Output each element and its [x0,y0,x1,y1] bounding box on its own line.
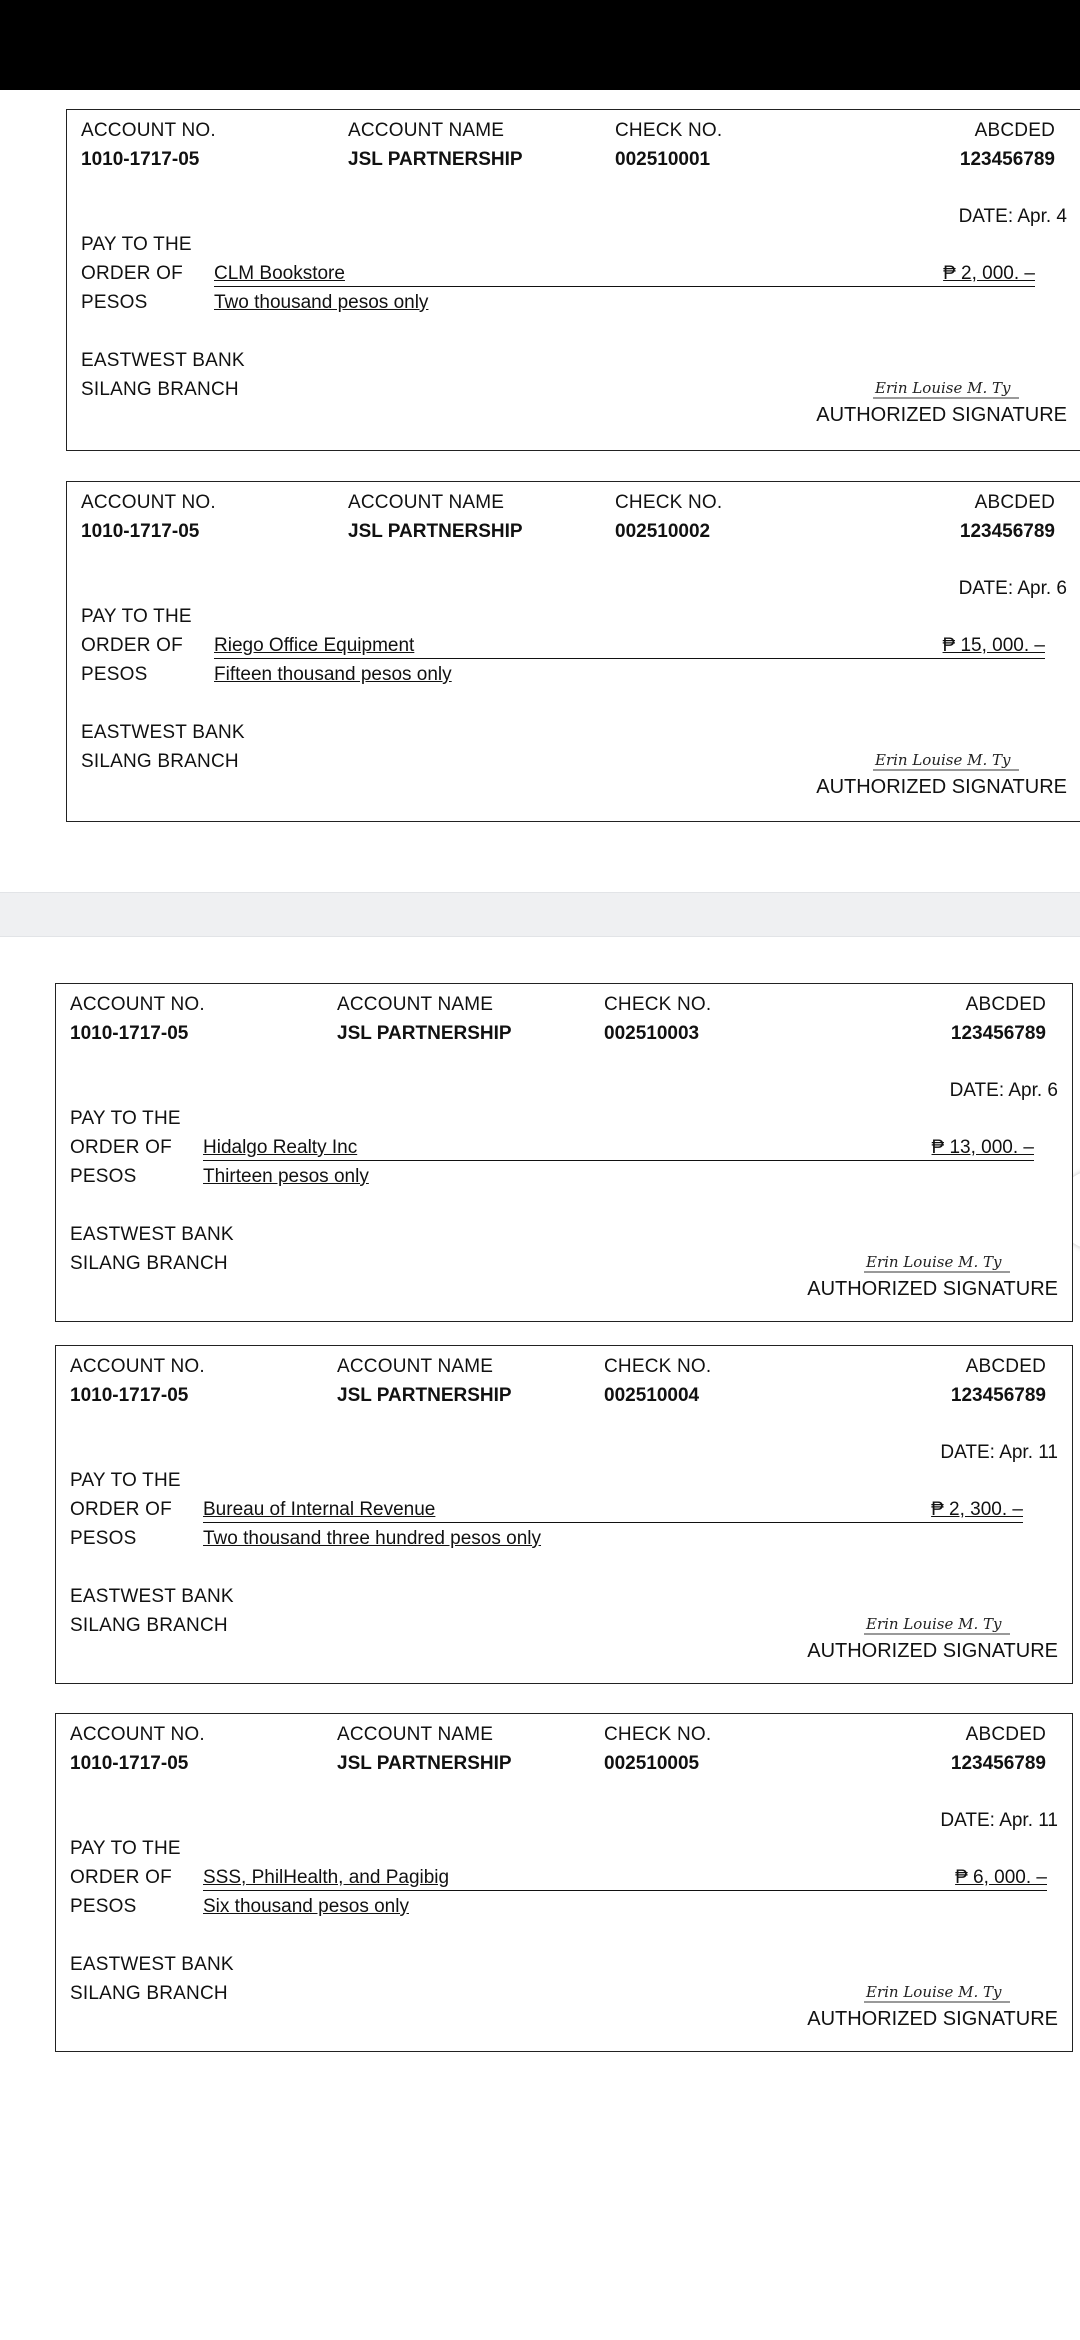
account-name-label: ACCOUNT NAME [337,1356,494,1377]
amount-figure: ₱ 2, 000. – [943,263,1035,284]
account-no-value: 1010-1717-05 [70,1385,189,1406]
check-card [55,983,1073,1322]
check-no-label: CHECK NO. [604,994,712,1015]
pesos-label: PESOS [70,1166,137,1187]
pesos-label: PESOS [81,664,148,685]
pesos-label: PESOS [81,292,148,313]
authorized-signature-label: AUTHORIZED SIGNATURE [807,2008,1058,2030]
check-card [66,109,1080,451]
payee-name: Bureau of Internal Revenue [203,1499,436,1520]
payee-line [203,1160,1034,1161]
payee-line [214,286,1035,287]
check-date: DATE: Apr. 11 [940,1810,1058,1831]
account-name-value: JSL PARTNERSHIP [337,1753,512,1774]
check-no-value: 002510005 [604,1753,700,1774]
account-name-label: ACCOUNT NAME [348,120,505,141]
signature-image [862,1976,1012,2006]
bank-branch: SILANG BRANCH [70,1615,228,1636]
account-name-label: ACCOUNT NAME [337,1724,494,1745]
bank-name: EASTWEST BANK [70,1586,234,1607]
account-name-value: JSL PARTNERSHIP [337,1023,512,1044]
bank-code: ABCDED [965,994,1046,1015]
check-no-value: 002510004 [604,1385,700,1406]
amount-figure: ₱ 15, 000. – [942,635,1045,656]
amount-figure: ₱ 6, 000. – [955,1867,1047,1888]
account-name-value: JSL PARTNERSHIP [337,1385,512,1406]
amount-figure: ₱ 2, 300. – [931,1499,1023,1520]
bank-name: EASTWEST BANK [81,350,245,371]
bank-branch: SILANG BRANCH [70,1253,228,1274]
bank-name: EASTWEST BANK [81,722,245,743]
payee-name: Riego Office Equipment [214,635,415,656]
amount-figure: ₱ 13, 000. – [931,1137,1034,1158]
signature-text: Erin Louise M. Ty [875,379,1011,397]
authorized-signature-label: AUTHORIZED SIGNATURE [807,1640,1058,1662]
pay-to-label: PAY TO THE [70,1838,181,1859]
account-no-value: 1010-1717-05 [70,1023,189,1044]
amount-in-words: Fifteen thousand pesos only [214,664,452,685]
account-no-value: 1010-1717-05 [81,149,200,170]
check-date: DATE: Apr. 4 [958,206,1067,227]
bank-name: EASTWEST BANK [70,1954,234,1975]
account-no-label: ACCOUNT NO. [70,994,205,1015]
account-no-value: 1010-1717-05 [81,521,200,542]
check-card [55,1713,1073,2052]
routing-number: 123456789 [959,521,1055,542]
account-no-label: ACCOUNT NO. [81,120,216,141]
check-card [66,481,1080,822]
amount-in-words: Two thousand three hundred pesos only [203,1528,542,1549]
order-of-label: ORDER OF [81,635,183,656]
check-no-label: CHECK NO. [615,492,723,513]
page-separator [0,892,1080,937]
check-date: DATE: Apr. 6 [949,1080,1058,1101]
authorized-signature-label: AUTHORIZED SIGNATURE [816,776,1067,798]
check-no-value: 002510002 [615,521,711,542]
bank-branch: SILANG BRANCH [81,751,239,772]
account-no-label: ACCOUNT NO. [70,1724,205,1745]
account-no-value: 1010-1717-05 [70,1753,189,1774]
check-date: DATE: Apr. 6 [958,578,1067,599]
signature-text: Erin Louise M. Ty [866,1983,1002,2001]
account-no-label: ACCOUNT NO. [81,492,216,513]
routing-number: 123456789 [950,1753,1046,1774]
payee-name: SSS, PhilHealth, and Pagibig [203,1867,450,1888]
routing-number: 123456789 [959,149,1055,170]
signature-image [871,744,1021,774]
signature-image [871,372,1021,402]
order-of-label: ORDER OF [70,1499,172,1520]
pay-to-label: PAY TO THE [70,1470,181,1491]
signature-image [862,1608,1012,1638]
order-of-label: ORDER OF [70,1137,172,1158]
amount-in-words: Thirteen pesos only [203,1166,369,1187]
check-no-value: 002510001 [615,149,711,170]
pesos-label: PESOS [70,1528,137,1549]
status-bar [0,0,1080,90]
order-of-label: ORDER OF [70,1867,172,1888]
payee-line [203,1522,1023,1523]
bank-code: ABCDED [965,1724,1046,1745]
signature-text: Erin Louise M. Ty [866,1615,1002,1633]
check-no-label: CHECK NO. [604,1724,712,1745]
pay-to-label: PAY TO THE [70,1108,181,1129]
account-no-label: ACCOUNT NO. [70,1356,205,1377]
pay-to-label: PAY TO THE [81,606,192,627]
bank-code: ABCDED [974,120,1055,141]
bank-code: ABCDED [974,492,1055,513]
payee-line [214,658,1045,659]
check-card [55,1345,1073,1684]
check-no-label: CHECK NO. [615,120,723,141]
signature-image [862,1246,1012,1276]
bank-code: ABCDED [965,1356,1046,1377]
amount-in-words: Two thousand pesos only [214,292,429,313]
bank-branch: SILANG BRANCH [81,379,239,400]
account-name-label: ACCOUNT NAME [348,492,505,513]
signature-text: Erin Louise M. Ty [866,1253,1002,1271]
pay-to-label: PAY TO THE [81,234,192,255]
check-no-label: CHECK NO. [604,1356,712,1377]
routing-number: 123456789 [950,1385,1046,1406]
bank-branch: SILANG BRANCH [70,1983,228,2004]
signature-text: Erin Louise M. Ty [875,751,1011,769]
account-name-value: JSL PARTNERSHIP [348,521,523,542]
amount-in-words: Six thousand pesos only [203,1896,409,1917]
check-no-value: 002510003 [604,1023,700,1044]
authorized-signature-label: AUTHORIZED SIGNATURE [816,404,1067,426]
payee-name: Hidalgo Realty Inc [203,1137,358,1158]
pesos-label: PESOS [70,1896,137,1917]
routing-number: 123456789 [950,1023,1046,1044]
account-name-label: ACCOUNT NAME [337,994,494,1015]
authorized-signature-label: AUTHORIZED SIGNATURE [807,1278,1058,1300]
order-of-label: ORDER OF [81,263,183,284]
payee-name: CLM Bookstore [214,263,345,284]
check-date: DATE: Apr. 11 [940,1442,1058,1463]
bank-name: EASTWEST BANK [70,1224,234,1245]
payee-line [203,1890,1047,1891]
account-name-value: JSL PARTNERSHIP [348,149,523,170]
